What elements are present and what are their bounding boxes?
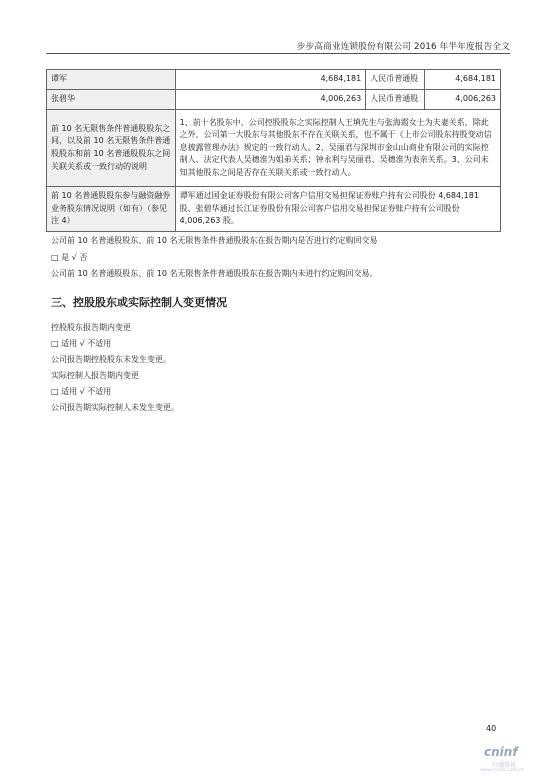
repo-question: 公司前 10 名普通股股东、前 10 名无限售条件普通股股东在报告期内是否进行约定购回交易 [51, 236, 378, 245]
controlling-shareholder-label: 控股股东报告期内变更 [51, 323, 131, 332]
shareholder-name-cell: 谭军 [47, 70, 176, 90]
share-type-cell: 人民币普通股 [366, 70, 425, 90]
relation-label-cell: 前 10 名无限售条件普通股股东之间，以及前 10 名无限售条件普通股股东和前 10 名普通股股东之间关联关系或一致行动的说明 [47, 110, 176, 187]
shareholder-table [46, 69, 501, 232]
table-row [47, 70, 501, 90]
logo-url: www.cninfo.com.cn [480, 768, 524, 773]
actual-controller-text: 公司报告期实际控制人未发生变更。 [51, 403, 179, 412]
page-number: 40 [486, 724, 497, 733]
shares-held-cell: 4,684,181 [175, 70, 366, 90]
logo-text: cninf [484, 745, 518, 759]
shares-held-cell: 4,006,263 [175, 90, 366, 110]
repo-options: □ 是 √ 否 [51, 253, 88, 262]
controlling-shareholder-text: 公司报告期控股股东未发生变更。 [51, 355, 171, 364]
margin-label-cell: 前 10 名普通股股东参与融资融券业务股东情况说明（如有）（参见注 4） [47, 187, 176, 232]
actual-controller-label: 实际控制人报告期内变更 [51, 371, 139, 380]
cninfo-watermark-logo [468, 739, 550, 777]
table-row [47, 110, 501, 187]
table-row [47, 187, 501, 232]
section-title: 三、控股股东或实际控制人变更情况 [51, 296, 227, 309]
share-quantity-cell: 4,684,181 [425, 70, 501, 90]
share-quantity-cell: 4,006,263 [425, 90, 501, 110]
table-row [47, 90, 501, 110]
margin-text-cell: 谭军通过国金证券股份有限公司客户信用交易担保证券账户持有公司股份 4,684,181 股、张碧华通过长江证券股份有限公司客户信用交易担保证券账户持有公司股份 4,006,263 股。 [175, 187, 500, 232]
logo-subtitle: 巨潮资讯 [492, 762, 517, 769]
header-divider [46, 53, 510, 54]
relation-text-cell: 1、前十名股东中，公司控股股东之实际控制人王填先生与张海霞女士为夫妻关系，除此之外，公司第一大股东与其他股东不存在关联关系，也不属于《上市公司股东持股变动信息披露管理办法》规定的一致行动人。2、吴丽君与深圳市金山山商业有限公司的实际控制人、法定代表人吴穗淮为姐弟关系；钟永利与吴丽君、吴穗淮为表亲关系。3、公司未知其他股东之间是否存在关联关系或一致行动人。 [175, 110, 500, 187]
controlling-shareholder-options: □ 适用 √ 不适用 [51, 339, 112, 348]
share-type-cell: 人民币普通股 [366, 90, 425, 110]
actual-controller-options: □ 适用 √ 不适用 [51, 387, 112, 396]
page-header-title: 步步高商业连锁股份有限公司 2016 年半年度报告全文 [296, 42, 510, 52]
shareholder-name-cell: 张碧华 [47, 90, 176, 110]
repo-answer: 公司前 10 名普通股股东、前 10 名无限售条件普通股股东在报告期内未进行约定购回交易。 [51, 269, 378, 278]
